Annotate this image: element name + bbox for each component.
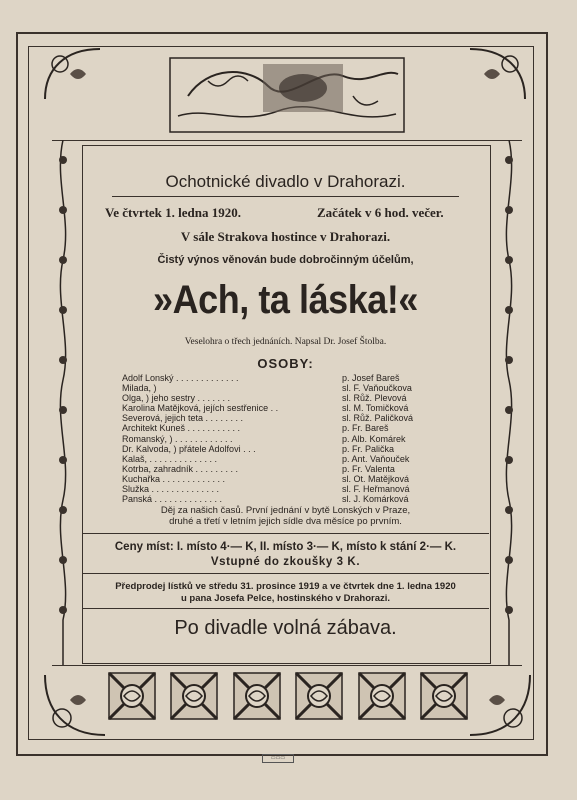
cast-role: Dr. Kalvoda, ) přátele Adolfovi . . . [122, 443, 256, 454]
cast-role: Kuchařka . . . . . . . . . . . . . [122, 473, 226, 484]
cast-actor: p. Alb. Komárek [342, 433, 406, 444]
cast-actor: sl. F. Vaňoučkova [342, 383, 412, 394]
scene-note-line1: Děj za našich časů. První jednání v bytě Lonských v Praze, [160, 505, 411, 516]
cast-row [122, 393, 442, 403]
cast-role: Služka . . . . . . . . . . . . . . [122, 484, 220, 495]
scene-note-line2: druhé a třetí v letním jejich sídle dva měsíce po prvním. [169, 516, 402, 527]
cast-heading: OSOBY: [257, 356, 314, 371]
cast-actor: sl. Ot. Matějková [342, 473, 410, 484]
event-venue: V sále Strakova hostince v Drahorazi. [180, 229, 391, 244]
divider-line [82, 573, 489, 574]
cast-role: Olga, ) jeho sestry . . . . . . . [122, 393, 231, 404]
cast-role: Severová, jejich teta . . . . . . . . [122, 413, 244, 424]
corner-flourish-bottom-left [40, 670, 110, 740]
play-title: »Ach, ta láska!« [153, 278, 418, 322]
divider-line [82, 608, 489, 609]
cast-actor: p. Josef Bareš [342, 373, 400, 383]
corner-flourish-bottom-right [465, 670, 535, 740]
right-vine-ornament [498, 140, 520, 665]
header-ornament [168, 56, 406, 134]
cast-actor: p. Ant. Vaňouček [342, 453, 410, 464]
cast-actor: sl. Růž. Plevová [342, 393, 407, 404]
divider-line [82, 533, 489, 534]
cast-role: Panská . . . . . . . . . . . . . . [122, 494, 223, 505]
cast-row [122, 373, 442, 383]
play-subtitle: Veselohra o třech jednáních. Napsal Dr. Josef Štolba. [184, 337, 387, 347]
cast-row [122, 403, 442, 413]
cast-row [122, 494, 442, 504]
cast-actor: sl. M. Tomičková [342, 403, 409, 414]
cast-row [122, 484, 442, 494]
cast-actor: sl. F. Heřmanová [342, 484, 410, 495]
cast-actor: p. Fr. Palička [342, 443, 395, 454]
presale-line1: Předprodej lístků ve středu 31. prosince 1919 a ve čtvrtek dne 1. ledna 1920 [115, 581, 456, 592]
divider-line [112, 196, 459, 197]
cast-row [122, 383, 442, 393]
cast-row [122, 413, 442, 423]
cast-role: Kotrba, zahradník . . . . . . . . . [122, 463, 239, 474]
cast-role: Kalaš, . . . . . . . . . . . . . . [122, 453, 218, 464]
event-start-time: Začátek v 6 hod. večer. [317, 205, 444, 220]
decorative-tile [233, 672, 281, 720]
cast-row [122, 464, 442, 474]
decorative-tile [170, 672, 218, 720]
decorative-tile [420, 672, 468, 720]
printer-stamp: ▭▭▭ [262, 754, 294, 763]
cast-role: Adolf Lonský . . . . . . . . . . . . . [122, 373, 239, 383]
decorative-tile [108, 672, 156, 720]
cast-role: Romanský, ) . . . . . . . . . . . . [122, 433, 233, 444]
cast-list [122, 373, 442, 504]
cast-actor: p. Fr. Valenta [342, 463, 395, 474]
cast-actor: p. Fr. Bareš [342, 423, 389, 434]
after-show-dance: Po divadle volná zábava. [174, 617, 397, 639]
decorative-tile [295, 672, 343, 720]
decorative-tile [358, 672, 406, 720]
cast-role: Milada, ) [122, 383, 157, 394]
bottom-divider [52, 665, 522, 666]
cast-row [122, 454, 442, 464]
cast-actor: sl. J. Komárková [342, 494, 409, 505]
cast-row [122, 444, 442, 454]
event-date: Ve čtvrtek 1. ledna 1920. [105, 205, 242, 220]
decorative-tile-row [108, 672, 468, 722]
cast-row [122, 434, 442, 444]
corner-flourish-top-right [460, 44, 530, 104]
charity-note: Čistý výnos věnován bude dobročinným účelům, [157, 254, 414, 266]
cast-row [122, 423, 442, 433]
cast-role: Karolina Matějková, jejích sestřenice . . [122, 403, 279, 414]
left-vine-ornament [52, 140, 74, 665]
company-name: Ochotnické divadlo v Drahorazi. [165, 172, 406, 191]
cast-actor: sl. Růž. Paličková [342, 413, 414, 424]
ticket-prices: Ceny míst: I. místo 4·— K, II. místo 3·— K, místo k stání 2·— K. [114, 541, 457, 553]
cast-role: Architekt Kuneš . . . . . . . . . . . [122, 423, 241, 434]
rehearsal-admission: Vstupné do zkoušky 3 K. [210, 556, 361, 568]
corner-flourish-top-left [40, 44, 110, 104]
cast-row [122, 474, 442, 484]
top-divider [52, 140, 522, 141]
presale-line2: u pana Josefa Pelce, hostinského v Drahorazi. [180, 593, 391, 604]
